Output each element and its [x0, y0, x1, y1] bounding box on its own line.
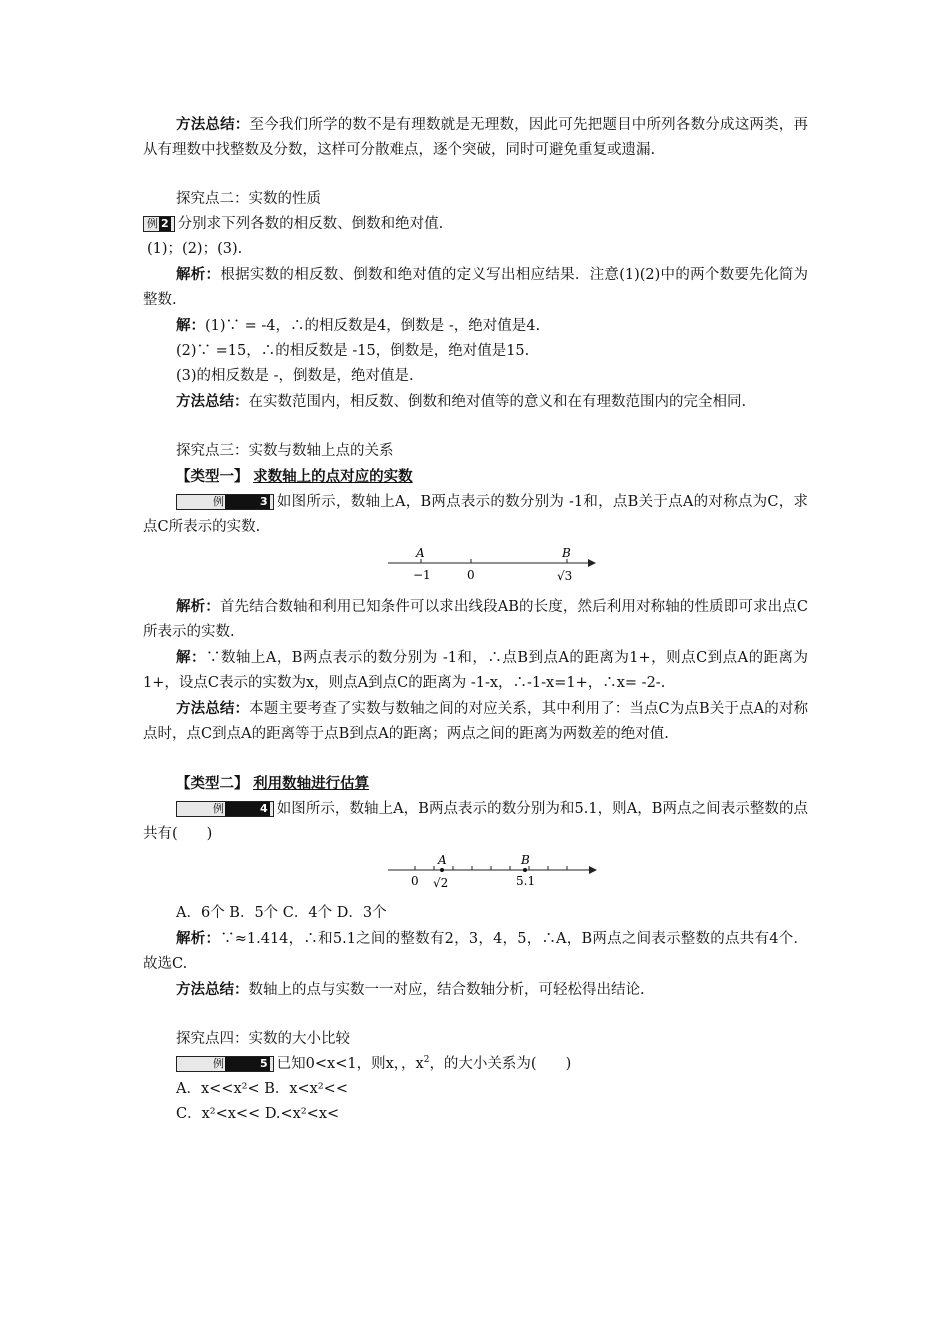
example-2-solution-3: (3)的相反数是 -，倒数是，绝对值是. — [176, 368, 414, 384]
point-b-label: B — [562, 546, 571, 560]
document-page — [143, 112, 808, 1127]
point-b-dot — [523, 868, 527, 872]
number-line-figure-1 — [143, 546, 808, 584]
tick-zero: 0 — [467, 568, 475, 582]
heading-point-2: 探究点二：实数的性质 — [176, 191, 321, 207]
number-line-figure-2 — [143, 853, 808, 891]
example-tag: 例 3 — [176, 494, 274, 510]
example-2-items: (1)；(2)；(3). — [147, 241, 243, 257]
point-b-label: B — [521, 853, 530, 867]
tick-minus-one: −1 — [413, 568, 431, 582]
example-4-choices: A．6个 B．5个 C．4个 D．3个 — [176, 905, 387, 921]
example-5-question: 例 5 已知0<x<1，则x，，$x^2$，的大小关系为( ) — [143, 1052, 808, 1077]
example-5-choices-1: A．x<<x²< B．x<x²<< — [176, 1081, 348, 1097]
type-2-heading: 【类型二】 利用数轴进行估算 — [176, 775, 370, 792]
tick-5-1: 5.1 — [516, 874, 536, 888]
heading-point-4: 探究点四：实数的大小比较 — [176, 1031, 350, 1047]
tick-sqrt2: √2 — [433, 876, 449, 890]
example-4-question: 例 4 如图所示，数轴上A，B两点表示的数分别为和5.1，则A，B两点之间表示整数的点共有( ) — [143, 801, 808, 842]
tick-zero: 0 — [411, 874, 419, 888]
axis-arrow — [589, 866, 597, 874]
example-3-analysis: 解析：首先结合数轴和利用已知条件可以求出线段AB的长度，然后利用对称轴的性质即可求出点C所表示的实数. — [143, 598, 809, 640]
example-2-analysis: 解析：根据实数的相反数、倒数和绝对值的定义写出相应结果．注意(1)(2)中的两个数要先化简为整数. — [143, 266, 809, 308]
example-5-choices-2: C．x²<x<< D.<x²<x< — [176, 1106, 340, 1122]
example-2-solution-2: (2)∵ =15，∴的相反数是 -15，倒数是，绝对值是15. — [176, 343, 530, 359]
heading-point-3: 探究点三：实数与数轴上点的关系 — [176, 443, 394, 459]
method-summary-2: 方法总结：在实数范围内，相反数、倒数和绝对值等的意义和在有理数范围内的完全相同. — [176, 393, 747, 410]
point-a-label: A — [416, 546, 425, 560]
type-1-heading: 【类型一】 求数轴上的点对应的实数 — [176, 468, 413, 485]
example-tag: 例 5 — [176, 1056, 274, 1072]
method-summary-4: 方法总结：数轴上的点与实数一一对应，结合数轴分析，可轻松得出结论. — [176, 981, 645, 998]
axis-arrow — [588, 559, 596, 567]
example-2-solution-1: 解：(1)∵ = -4，∴的相反数是4，倒数是 -，绝对值是4. — [176, 317, 541, 334]
example-4-analysis: 解析：∵≈1.414，∴和5.1之间的整数有2，3，4，5，∴A，B两点之间表示整数的点共有4个．故选C. — [143, 930, 808, 972]
method-summary-3: 方法总结：本题主要考查了实数与数轴之间的对应关系，其中利用了：当点C为点B关于点A的对称点时，点C到点A的距离等于点B到点A的距离；两点之间的距离为两数差的绝对值. — [143, 700, 809, 742]
example-3-question: 例 3 如图所示，数轴上A，B两点表示的数分别为 -1和，点B关于点A的对称点为C，求点C所表示的实数. — [143, 494, 808, 535]
tick-sqrt3: √3 — [557, 569, 573, 583]
point-a-label: A — [438, 853, 447, 867]
method-summary-1: 方法总结：至今我们所学的数不是有理数就是无理数，因此可先把题目中所列各数分成这两类，再从有理数中找整数及分数，这样可分散难点，逐个突破，同时可避免重复或遗漏. — [143, 116, 809, 158]
example-2-question: 例 2 分别求下列各数的相反数、倒数和绝对值. — [143, 212, 808, 237]
example-3-solution: 解：∵数轴上A，B两点表示的数分别为 -1和，∴点B到点A的距离为1+，则点C到点A的距离为1+，设点C表示的实数为x，则点A到点C的距离为 -1-x，∴-1-x=1+，∴x= -2-. — [143, 649, 809, 691]
example-tag: 例 2 — [143, 216, 175, 232]
point-a-dot — [440, 868, 444, 872]
example-tag: 例 4 — [176, 801, 274, 817]
